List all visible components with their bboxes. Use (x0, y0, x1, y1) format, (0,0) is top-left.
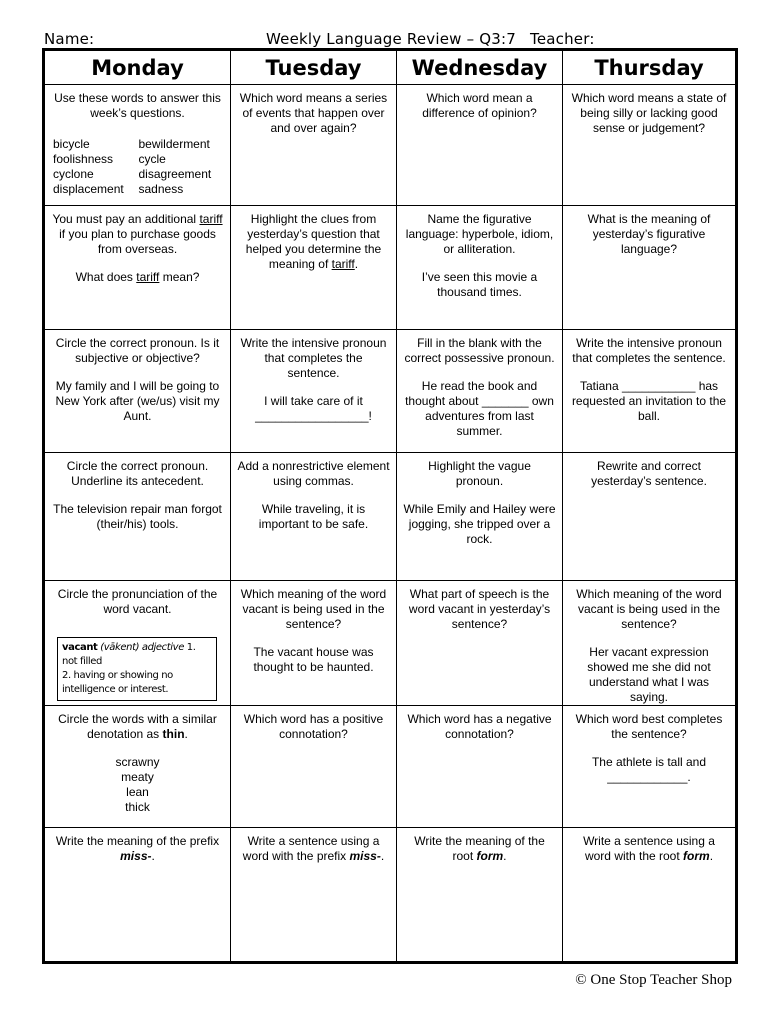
sentence-text: The vacant house was thought to be haunted. (253, 645, 374, 674)
table-row (44, 581, 737, 706)
question-text: Rewrite and correct yesterday’s sentence. (591, 459, 707, 488)
dict-pronunciation: (vākent) (100, 642, 140, 653)
cell-thu-7 (563, 828, 737, 963)
word-list (51, 755, 224, 815)
question-text: Which meaning of the word vacant is being used in the sentence? (576, 587, 722, 631)
question-text: Which word has a negative connotation? (407, 712, 552, 741)
table-row (44, 828, 737, 963)
question-text (569, 834, 729, 864)
table-row (44, 706, 737, 828)
text-part: . (503, 849, 507, 863)
dict-word: vacant (62, 642, 98, 653)
question-text: Which meaning of the word vacant is being used in the sentence? (240, 587, 387, 631)
word-item: meaty (121, 770, 154, 784)
text-part: if you plan to purchase goods from overseas. (59, 227, 216, 256)
underlined-term: tariff (199, 212, 223, 226)
sentence-text: Tatiana ___________ has requested an invitation to the ball. (571, 379, 727, 423)
sentence-text: Her vacant expression showed me she did not understand what I was saying. (587, 645, 711, 704)
bold-term: form (476, 849, 504, 863)
text-part: . (151, 849, 155, 863)
word-item: sadness (138, 182, 184, 196)
sentence-text: I will take care of it _________________! (255, 394, 372, 423)
text-part: . (380, 849, 385, 863)
word-item: lean (126, 785, 149, 799)
word-item: disagreement (138, 167, 212, 181)
text-part: Circle the words with a similar denotation as (58, 712, 217, 741)
day-header-wednesday: Wednesday (397, 50, 563, 85)
table-row (44, 85, 737, 206)
word-item: foolishness (53, 152, 114, 166)
dict-definition-1: 1. not filled (62, 642, 196, 667)
cell-wed-6 (397, 706, 563, 828)
word-item: bewilderment (138, 137, 210, 151)
cell-wed-4 (397, 453, 563, 581)
cell-tue-6 (231, 706, 397, 828)
cell-tue-5 (231, 581, 397, 706)
cell-mon-5 (44, 581, 231, 706)
question-text: Name the figurative language: hyperbole, idiom, or alliteration. (405, 212, 554, 256)
question-text (51, 270, 224, 285)
cell-mon-7 (44, 828, 231, 963)
underlined-term: tariff (136, 270, 160, 284)
question-text: Which word means a series of events that happen over and over again? (239, 91, 388, 135)
cell-tue-7 (231, 828, 397, 963)
question-text: What part of speech is the word vacant in yesterday’s sentence? (408, 587, 551, 631)
cell-wed-2 (397, 206, 563, 330)
text-part: mean? (159, 270, 200, 284)
question-text: Circle the pronunciation of the word vacant. (57, 587, 218, 616)
cell-wed-5 (397, 581, 563, 706)
question-text: Circle the correct pronoun. Underline its antecedent. (66, 459, 209, 488)
cell-mon-2 (44, 206, 231, 330)
question-text: Add a nonrestrictive element using commas. (237, 459, 390, 488)
word-item: cycle (138, 152, 166, 166)
cell-wed-7 (397, 828, 563, 963)
day-header-monday: Monday (44, 50, 231, 85)
text-part: Write a sentence using a word with the prefix (242, 834, 380, 863)
word-bank (51, 137, 224, 197)
cell-mon-4 (44, 453, 231, 581)
dict-part-of-speech: adjective (141, 642, 184, 653)
question-text (237, 834, 390, 864)
sentence-text: While Emily and Hailey were jogging, she tripped over a rock. (403, 502, 556, 546)
table-row (44, 453, 737, 581)
sentence-text: My family and I will be going to New York after (we/us) visit my Aunt. (55, 379, 220, 423)
dictionary-entry (57, 637, 217, 701)
sentence-text: While traveling, it is important to be safe. (258, 502, 369, 531)
question-text: Write the intensive pronoun that completes the sentence. (240, 336, 387, 380)
question-text (237, 212, 390, 272)
sentence-text: He read the book and thought about _______ own adventures from last summer. (405, 379, 554, 438)
cell-thu-6 (563, 706, 737, 828)
cell-tue-2 (231, 206, 397, 330)
cell-thu-5 (563, 581, 737, 706)
text-part: . (709, 849, 714, 863)
word-item: cyclone (53, 167, 94, 181)
cell-wed-3 (397, 330, 563, 453)
sentence-text: I’ve seen this movie a thousand times. (421, 270, 538, 299)
bold-term: miss- (349, 849, 381, 863)
question-text: Circle the correct pronoun. Is it subjective or objective? (55, 336, 220, 365)
question-text (403, 834, 556, 864)
cell-mon-3 (44, 330, 231, 453)
cell-wed-1 (397, 85, 563, 206)
copyright-footer: © One Stop Teacher Shop (575, 972, 732, 988)
word-item: thick (125, 800, 150, 814)
teacher-label: Teacher: (530, 30, 595, 48)
question-text: Fill in the blank with the correct possessive pronoun. (404, 336, 555, 365)
text-part: Write the meaning of the root (414, 834, 545, 863)
worksheet-title: Weekly Language Review – Q3:7 (266, 30, 517, 48)
cell-mon-1 (44, 85, 231, 206)
cell-mon-6 (44, 706, 231, 828)
text-part: What does (75, 270, 137, 284)
bold-term: form (683, 849, 710, 863)
text-part: You must pay an additional (52, 212, 200, 226)
name-label: Name: (44, 30, 95, 48)
text-part: Write the meaning of the prefix (55, 834, 220, 848)
bold-term: miss- (120, 849, 152, 863)
question-text: Which word best completes the sentence? (575, 712, 723, 741)
cell-thu-4 (563, 453, 737, 581)
review-table (42, 48, 738, 964)
text-part: Highlight the clues from yesterday’s question that helped you determine the meaning of (245, 212, 382, 271)
word-item: displacement (53, 182, 124, 196)
day-header-row (44, 50, 737, 85)
table-row (44, 206, 737, 330)
cell-thu-2 (563, 206, 737, 330)
question-text: Write the intensive pronoun that completes the sentence. (572, 336, 726, 365)
table-row (44, 330, 737, 453)
sentence-text: The athlete is tall and ____________. (591, 755, 707, 784)
word-item: scrawny (115, 755, 160, 769)
sentence-text: The television repair man forgot (their/his) tools. (53, 502, 222, 531)
question-text: Which word means a state of being silly or lacking good sense or judgement? (571, 91, 727, 135)
question-text: Highlight the vague pronoun. (428, 459, 531, 488)
bold-term: thin (162, 727, 185, 741)
underlined-term: tariff (331, 257, 355, 271)
day-header-thursday: Thursday (563, 50, 737, 85)
cell-thu-3 (563, 330, 737, 453)
cell-tue-4 (231, 453, 397, 581)
cell-thu-1 (563, 85, 737, 206)
text-part: . (354, 257, 359, 271)
question-text (51, 834, 224, 864)
question-text (51, 712, 224, 742)
question-text: Which word has a positive connotation? (243, 712, 384, 741)
day-header-tuesday: Tuesday (231, 50, 397, 85)
question-text: Which word mean a difference of opinion? (422, 91, 537, 120)
text-part: . (184, 727, 188, 741)
sentence-text (51, 212, 224, 257)
question-text: What is the meaning of yesterday’s figurative language? (587, 212, 711, 256)
instruction-text: Use these words to answer this week’s questions. (54, 91, 221, 120)
text-part: Write a sentence using a word with the root (583, 834, 715, 863)
cell-tue-3 (231, 330, 397, 453)
cell-tue-1 (231, 85, 397, 206)
word-item: bicycle (53, 137, 90, 151)
dict-definition-2: 2. having or showing no intelligence or interest. (62, 670, 173, 695)
